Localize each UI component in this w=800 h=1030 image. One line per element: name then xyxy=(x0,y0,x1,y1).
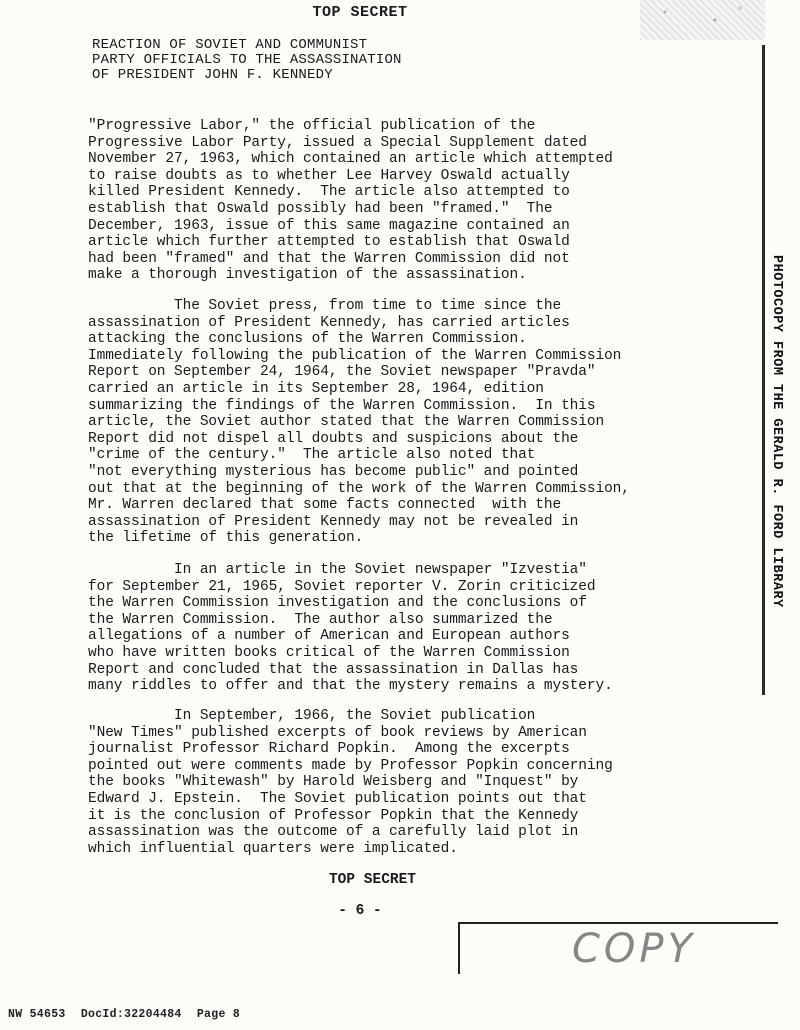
text-line: the books "Whitewash" by Harold Weisberg and "Inquest" by xyxy=(88,774,579,791)
text-line: who have written books critical of the Warren Commission xyxy=(88,644,570,661)
text-line: the Warren Commission investigation and the conclusions of xyxy=(88,595,587,612)
text-line: make a thorough investigation of the assassination. xyxy=(88,267,527,284)
paragraph-new-times xyxy=(88,708,768,857)
text-line: killed President Kennedy. The article also attempted to xyxy=(88,184,570,201)
paragraph-soviet-press-pravda xyxy=(88,298,768,547)
text-line: many riddles to offer and that the mystery remains a mystery. xyxy=(88,678,613,695)
archive-footer xyxy=(8,1008,248,1021)
bottom-classification-marking: TOP SECRET xyxy=(328,872,416,888)
text-line: the lifetime of this generation. xyxy=(88,530,364,547)
subject-line: OF PRESIDENT JOHN F. KENNEDY xyxy=(92,67,333,83)
text-line: it is the conclusion of Professor Popkin that the Kennedy xyxy=(88,807,579,824)
text-line: assassination of President Kennedy, has carried articles xyxy=(88,314,570,331)
text-line: carried an article in its September 28, 1964, edition xyxy=(88,380,544,397)
text-line: assassination of President Kennedy may not be revealed in xyxy=(88,513,579,530)
text-line: which influential quarters were implicated. xyxy=(88,840,458,857)
text-line: Edward J. Epstein. The Soviet publication points out that xyxy=(88,790,587,807)
text-line: attacking the conclusions of the Warren Commission. xyxy=(88,331,527,348)
text-line: had been "framed" and that the Warren Commission did not xyxy=(88,250,570,267)
text-line: In an article in the Soviet newspaper "Izvestia" xyxy=(88,562,587,578)
text-line: Report on September 24, 1964, the Soviet newspaper "Pravda" xyxy=(88,364,596,381)
text-line: to raise doubts as to whether Lee Harvey Oswald actually xyxy=(88,167,570,184)
text-line: assassination was the outcome of a carefully laid plot in xyxy=(88,824,579,841)
text-line: "Progressive Labor," the official publication of the xyxy=(88,118,536,134)
text-line: The Soviet press, from time to time since the xyxy=(88,298,562,314)
scan-noise-corner xyxy=(640,0,765,40)
text-line: the Warren Commission. The author also summarized the xyxy=(88,611,553,628)
text-line: November 27, 1963, which contained an article which attempted xyxy=(88,151,613,168)
text-line: journalist Professor Richard Popkin. Among the excerpts xyxy=(88,741,570,758)
text-line: out that at the beginning of the work of the Warren Commission, xyxy=(88,480,630,497)
subject-line: REACTION OF SOVIET AND COMMUNIST xyxy=(92,37,368,53)
footer-page: Page 8 xyxy=(196,1008,241,1021)
paragraph-progressive-labor xyxy=(88,118,768,284)
text-line: summarizing the findings of the Warren Commission. In this xyxy=(88,397,596,414)
top-classification-marking: TOP SECRET xyxy=(312,4,408,21)
text-line: In September, 1966, the Soviet publication xyxy=(88,708,536,724)
text-line: Report and concluded that the assassination in Dallas has xyxy=(88,661,579,678)
text-line: establish that Oswald possibly had been "framed." The xyxy=(88,200,553,217)
text-line: Immediately following the publication of the Warren Commission xyxy=(88,347,622,364)
text-line: "New Times" published excerpts of book reviews by American xyxy=(88,724,587,741)
subject-heading xyxy=(92,38,402,83)
text-line: allegations of a number of American and European authors xyxy=(88,628,570,645)
copy-stamp: COPY xyxy=(572,926,696,972)
text-line: Progressive Labor Party, issued a Special Supplement dated xyxy=(88,134,587,151)
text-line: article, the Soviet author stated that the Warren Commission xyxy=(88,414,605,431)
text-line: article which further attempted to establish that Oswald xyxy=(88,234,570,251)
text-line: for September 21, 1965, Soviet reporter V. Zorin criticized xyxy=(88,578,596,595)
page-number: - 6 - xyxy=(338,903,382,919)
text-line: December, 1963, issue of this same magazine contained an xyxy=(88,217,570,234)
text-line: Mr. Warren declared that some facts connected with the xyxy=(88,497,562,514)
library-photocopy-stamp: PHOTOCOPY FROM THE GERALD R. FORD LIBRARY xyxy=(769,255,784,608)
paragraph-izvestia xyxy=(88,562,768,695)
text-line: "crime of the century." The article also noted that xyxy=(88,447,536,464)
text-line: Report did not dispel all doubts and suspicions about the xyxy=(88,430,579,447)
footer-docid: DocId:32204484 xyxy=(80,1008,182,1021)
subject-line: PARTY OFFICIALS TO THE ASSASSINATION xyxy=(92,52,402,68)
text-line: pointed out were comments made by Professor Popkin concerning xyxy=(88,757,613,774)
footer-nw-number: NW 54653 xyxy=(8,1008,66,1021)
text-line: "not everything mysterious has become public" and pointed xyxy=(88,463,579,480)
